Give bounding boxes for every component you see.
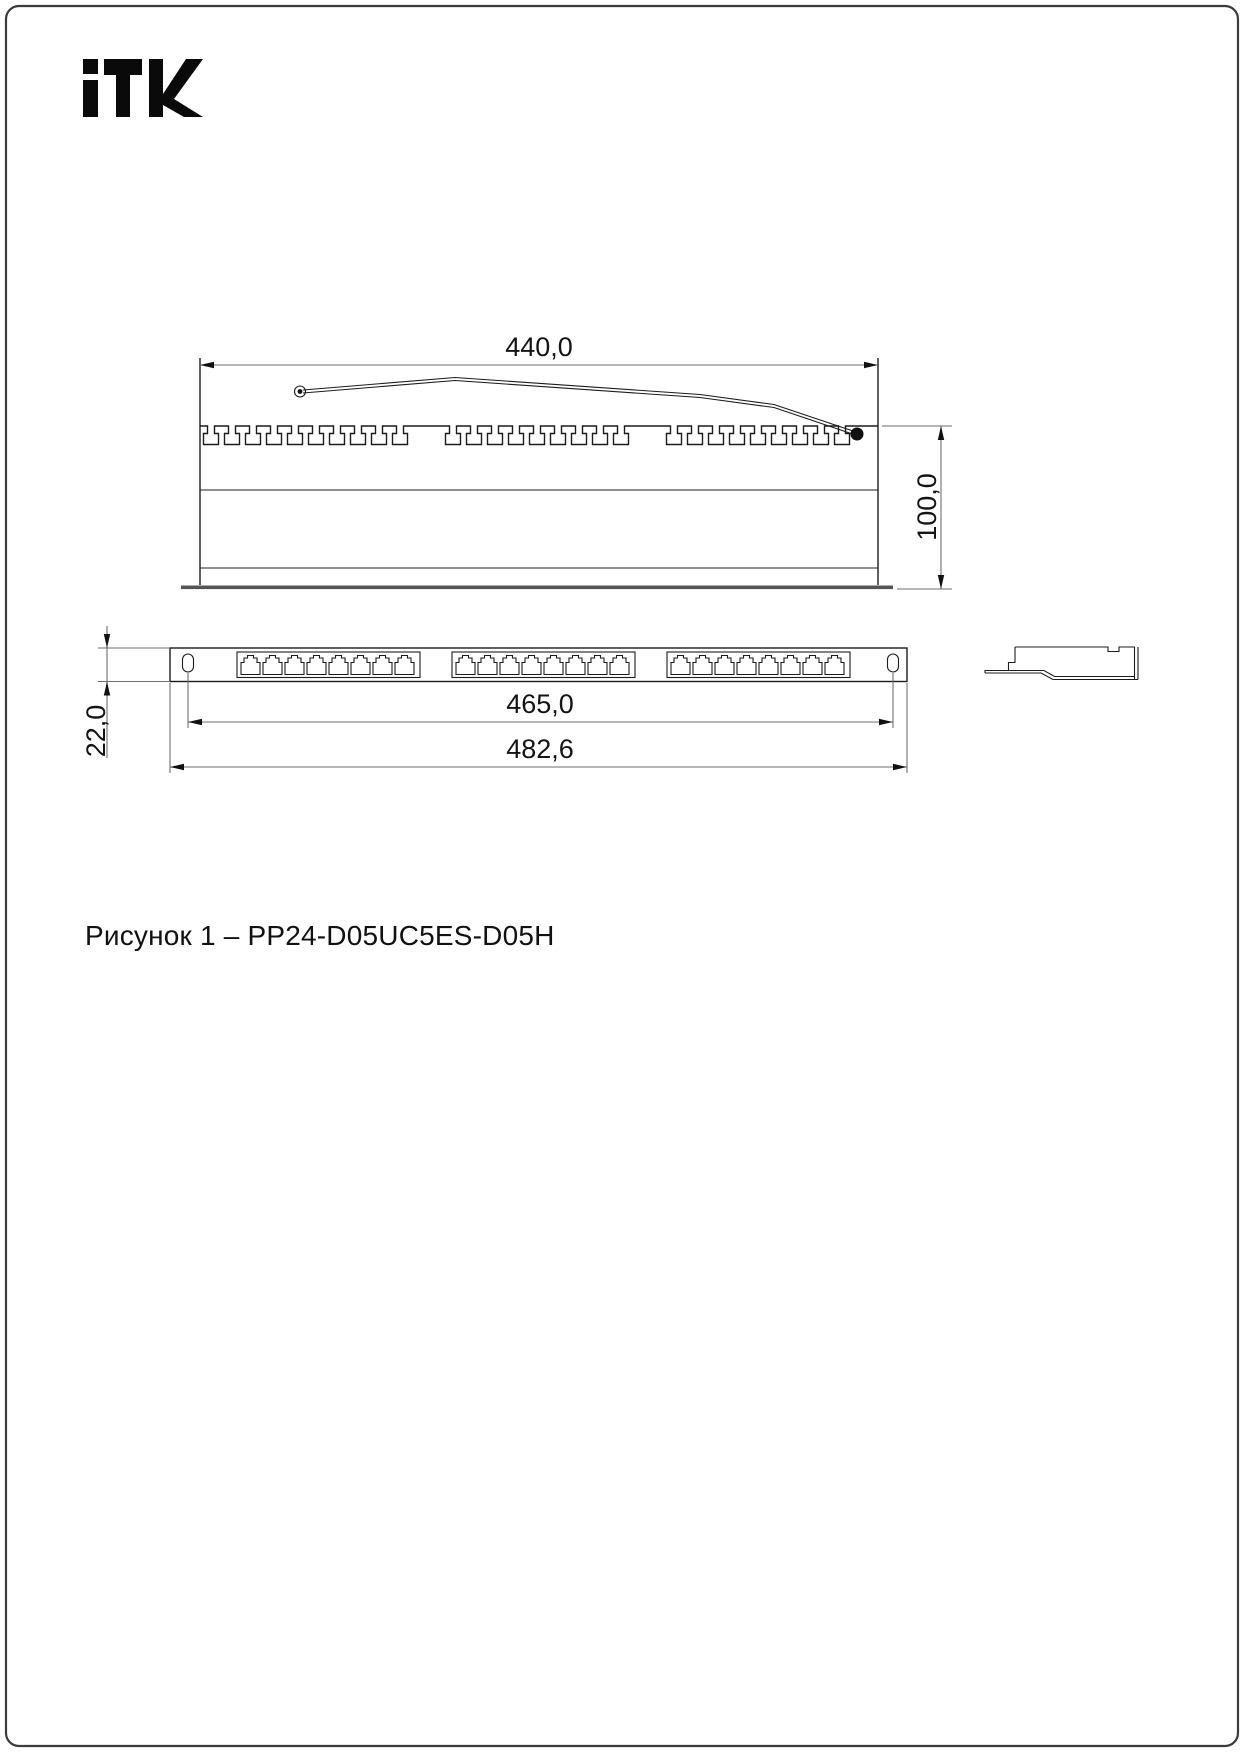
dimension-panel-height <box>81 626 170 758</box>
rj45-port <box>395 656 414 675</box>
rj45-port <box>307 656 326 675</box>
port-groups <box>237 652 850 678</box>
dim-label-465: 465,0 <box>506 689 574 719</box>
dim-label-22: 22,0 <box>81 704 111 758</box>
rj45-port <box>588 656 607 675</box>
cable-comb-teeth <box>200 426 878 445</box>
rj45-port <box>263 656 282 675</box>
dim-label-440: 440,0 <box>505 332 573 362</box>
figure-caption: Рисунок 1 – PP24-D05UC5ES-D05H <box>85 920 555 951</box>
rj45-port <box>759 656 778 675</box>
top-view-base-flange <box>181 586 893 590</box>
rj45-port <box>478 656 497 675</box>
rj45-port <box>329 656 348 675</box>
cable-tie-wire <box>295 378 864 441</box>
front-panel-strip <box>170 648 907 682</box>
rj45-port <box>803 656 822 675</box>
rj45-port <box>285 656 304 675</box>
rj45-port <box>671 656 690 675</box>
dimension-top-width <box>200 332 878 368</box>
rj45-port <box>610 656 629 675</box>
dim-label-482: 482,6 <box>506 734 574 764</box>
front-view <box>81 626 907 773</box>
wire-anchor-dot <box>851 428 864 441</box>
rj45-port <box>825 656 844 675</box>
rj45-port <box>693 656 712 675</box>
mounting-slot-left <box>183 654 194 672</box>
top-view <box>181 332 952 589</box>
rj45-port <box>737 656 756 675</box>
mounting-slot-right <box>888 654 899 672</box>
dim-label-100: 100,0 <box>912 473 942 541</box>
rj45-port <box>781 656 800 675</box>
rj45-port <box>566 656 585 675</box>
rj45-port <box>373 656 392 675</box>
wire-end-pin <box>298 389 303 394</box>
side-profile-view <box>985 647 1138 680</box>
rj45-port <box>351 656 370 675</box>
rj45-port <box>500 656 519 675</box>
rj45-port <box>544 656 563 675</box>
rj45-port <box>241 656 260 675</box>
dimension-depth <box>882 426 952 589</box>
rj45-port <box>522 656 541 675</box>
rj45-port <box>715 656 734 675</box>
rj45-port <box>456 656 475 675</box>
